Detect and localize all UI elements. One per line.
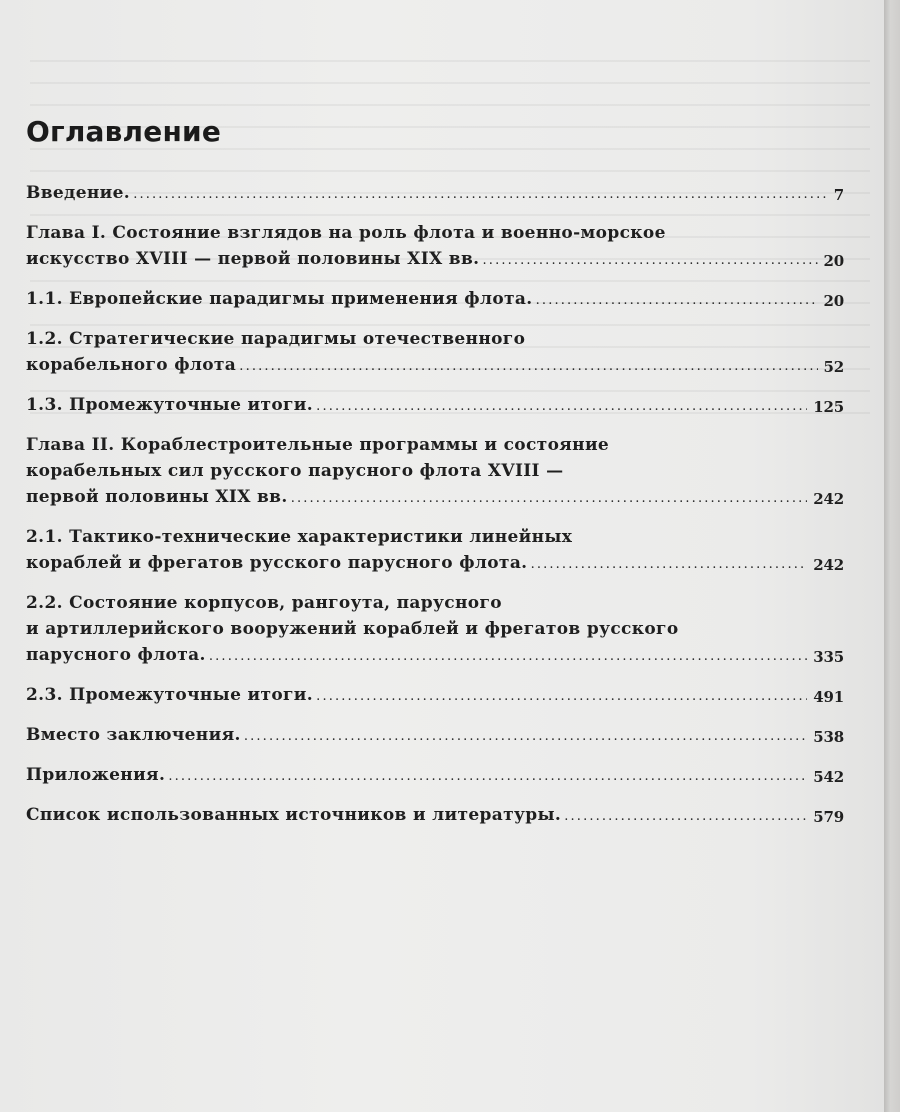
toc-entry-line: парусного флота. . . .	[26, 642, 807, 670]
toc-entry-line: и артиллерийского вооружений кораблей и фрегатов русского	[26, 619, 679, 639]
toc-entry-line: Приложения. . . .	[26, 762, 807, 790]
toc-entry-title	[26, 722, 807, 750]
toc-entry-page-number: 335	[813, 648, 844, 666]
toc-entry-title	[26, 802, 807, 830]
toc-entry-page-number: 125	[813, 398, 844, 416]
toc-entry	[26, 286, 844, 314]
toc-entry-line: корабельных сил русского парусного флота XVIII —	[26, 461, 564, 481]
toc-entry	[26, 220, 844, 274]
toc-entry-line: 2.2. Состояние корпусов, рангоута, парусного	[26, 593, 502, 613]
toc-entry-line: Вместо заключения. . . .	[26, 722, 807, 750]
toc-entry-title	[26, 682, 807, 710]
toc-entry-page-number: 542	[813, 768, 844, 786]
toc-entry-line: искусство XVIII — первой половины XIX вв. . . .	[26, 246, 818, 274]
toc-entry	[26, 762, 844, 790]
toc-entry-line: первой половины XIX вв. . . .	[26, 484, 807, 512]
toc-entry	[26, 802, 844, 830]
toc-entry-title	[26, 286, 818, 314]
toc-entry-title	[26, 180, 828, 208]
toc-entry-line: 1.2. Стратегические парадигмы отечественного	[26, 329, 526, 349]
page-edge	[884, 0, 900, 1112]
toc-entry	[26, 392, 844, 420]
toc-entry-line: 1.1. Европейские парадигмы применения флота. . . .	[26, 286, 818, 314]
toc-entry	[26, 524, 844, 578]
toc-entry-page-number: 579	[813, 808, 844, 826]
toc-entry-line: 2.3. Промежуточные итоги. . . .	[26, 682, 807, 710]
toc-entry	[26, 722, 844, 750]
toc-entry-page-number: 52	[823, 358, 844, 376]
toc-entry-title	[26, 392, 807, 420]
toc-entry-title	[26, 762, 807, 790]
toc-entry	[26, 432, 844, 512]
toc-entry	[26, 180, 844, 208]
toc-entry-title	[26, 326, 818, 380]
toc-entry	[26, 590, 844, 670]
toc-entry-line: корабельного флота . . .	[26, 352, 818, 380]
toc-entry-page-number: 7	[833, 186, 844, 204]
toc-entry-line: Глава II. Кораблестроительные программы и состояние	[26, 435, 610, 455]
toc-entry-line: кораблей и фрегатов русского парусного флота. . . .	[26, 550, 807, 578]
toc-entry-page-number: 242	[813, 490, 844, 508]
toc-entry-title	[26, 220, 818, 274]
toc-entry-line: Глава I. Состояние взглядов на роль флота и военно-морское	[26, 223, 666, 243]
toc-entry-page-number: 491	[813, 688, 844, 706]
toc-entry-title	[26, 524, 807, 578]
toc-entry-page-number: 538	[813, 728, 844, 746]
page-title: Оглавление	[26, 115, 222, 148]
toc-entry-line: Список использованных источников и литературы. . . .	[26, 802, 807, 830]
toc-entry-line: 2.1. Тактико-технические характеристики линейных	[26, 527, 573, 547]
toc-entry-page-number: 20	[823, 252, 844, 270]
toc-entry	[26, 682, 844, 710]
toc-entry-title	[26, 432, 807, 512]
toc-entry-page-number: 20	[823, 292, 844, 310]
toc-entry-page-number: 242	[813, 556, 844, 574]
toc-entry-line: Введение. . . .	[26, 180, 828, 208]
toc-entry-title	[26, 590, 807, 670]
toc-entry-line: 1.3. Промежуточные итоги. . . .	[26, 392, 807, 420]
toc-entry	[26, 326, 844, 380]
table-of-contents	[26, 180, 844, 842]
